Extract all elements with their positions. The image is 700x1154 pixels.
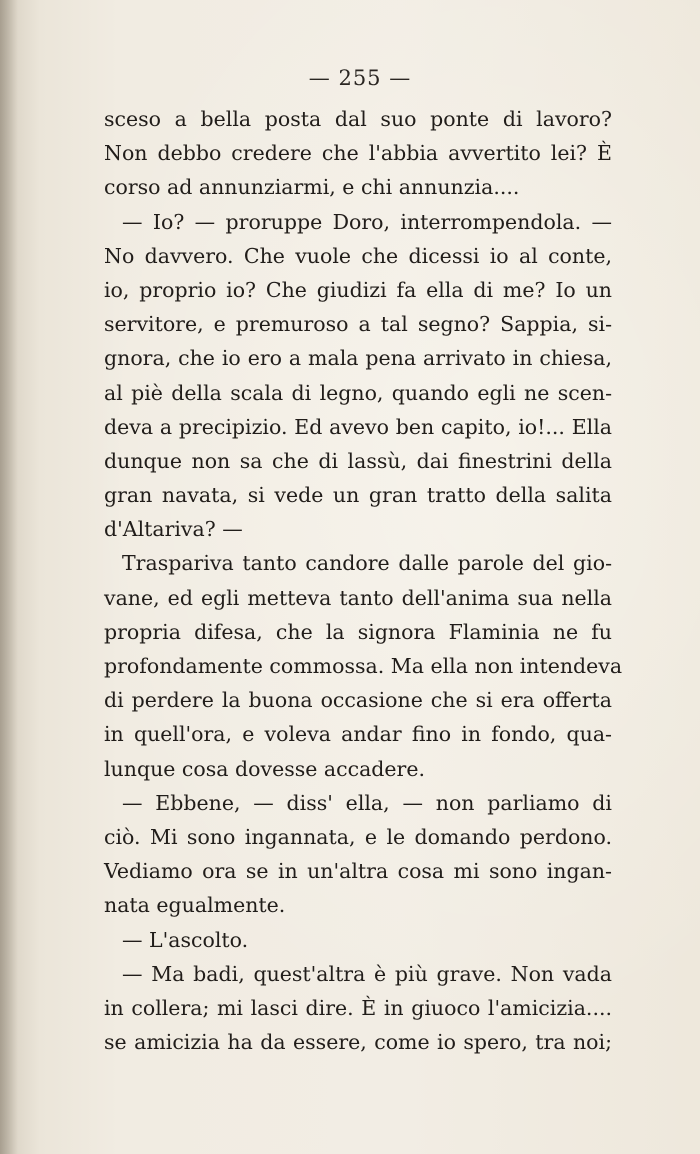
text-line: Non debbo credere che l'abbia avvertito lei? È [104,141,612,166]
text-line: lunque cosa dovesse accadere. [104,756,425,781]
text-line: Vediamo ora se in un'altra cosa mi sono ingan- [104,859,612,884]
text-line: di perdere la buona occasione che si era offerta [104,688,612,713]
text-line: gnora, che io ero a mala pena arrivato in chiesa, [104,346,612,371]
text-line: ciò. Mi sono ingannata, e le domando perdono. [104,824,612,849]
text-line: in quell'ora, e voleva andar fino in fondo, qua- [104,722,612,747]
text-line: servitore, e premuroso a tal segno? Sappia, si- [104,312,612,337]
page-number: — 255 — [308,66,412,90]
spine-shadow [0,0,18,1154]
text-line: — Ebbene, — diss' ella, — non parliamo di [122,790,612,815]
text-line: se amicizia ha da essere, come io spero, tra noi; [104,1030,612,1055]
text-line: — Ma badi, quest'altra è più grave. Non vada [122,961,612,986]
text-line: No davvero. Che vuole che dicessi io al conte, [104,243,612,268]
text-line: nata egualmente. [104,893,286,918]
text-line: corso ad annunziarmi, e chi annunzia.... [104,175,520,200]
text-line: sceso a bella posta dal suo ponte di lavoro? [104,107,612,131]
text-line: dunque non sa che di lassù, dai finestrini della [104,448,612,473]
text-line: al piè della scala di legno, quando egli ne scen- [104,380,612,405]
text-line: profondamente commossa. Ma ella non intendeva [104,654,623,678]
text-line: propria difesa, che la signora Flaminia ne fu [104,619,612,644]
body-text [104,102,623,1059]
text-line: vane, ed egli metteva tanto dell'anima sua nella [104,585,612,610]
text-line: d'Altariva? — [104,517,243,542]
text-line: in collera; mi lasci dire. È in giuoco l'amicizia.... [104,995,612,1020]
text-line: deva a precipizio. Ed avevo ben capito, io!... Ella [104,414,612,439]
text-line: — Io? — proruppe Doro, interrompendola. — [122,209,612,234]
text-line: — L'ascolto. [122,927,249,952]
text-line: Traspariva tanto candore dalle parole del gio- [122,551,612,576]
text-line: io, proprio io? Che giudizi fa ella di me? Io un [104,277,612,302]
text-line: gran navata, si vede un gran tratto della salita [104,483,612,508]
